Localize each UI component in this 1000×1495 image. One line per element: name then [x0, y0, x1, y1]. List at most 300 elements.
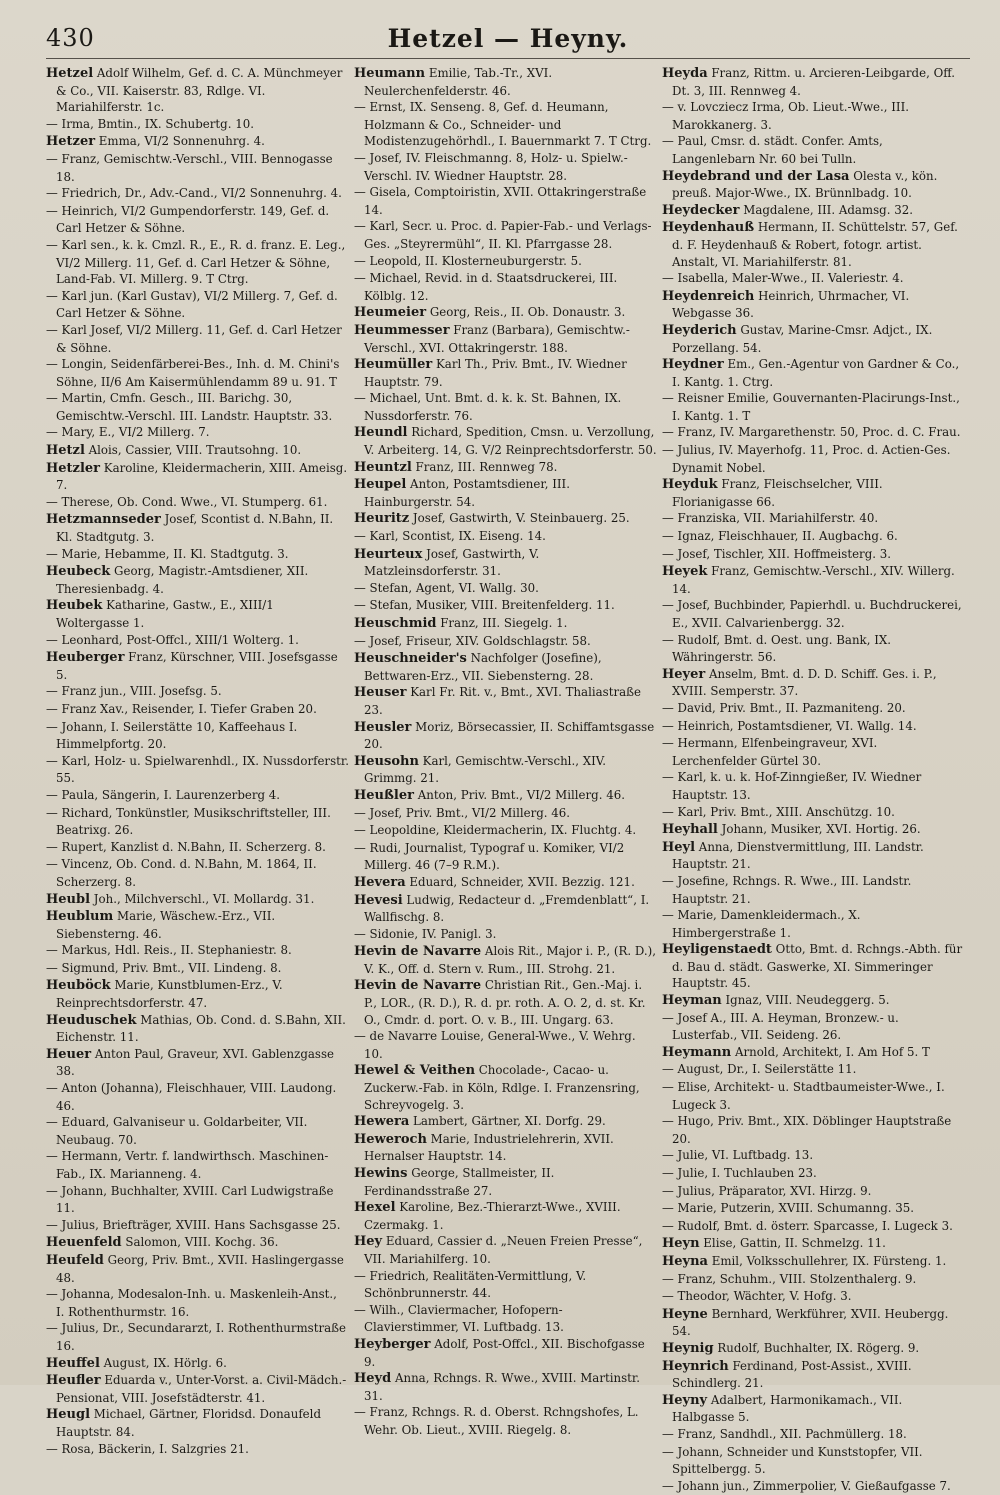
directory-entry: [46, 1148, 349, 1182]
directory-entry: [662, 666, 965, 700]
entry-surname: Heyd: [354, 1371, 392, 1387]
directory-column-3: [662, 65, 965, 1495]
entry-surname: Hexel: [354, 1200, 396, 1216]
directory-entry: [46, 133, 349, 151]
entry-details: — Johann, I. Seilerstätte 10, Kaffeehaus I. Himmelpfortg. 20.: [46, 719, 298, 752]
directory-entry: [662, 1253, 965, 1271]
entry-surname: Heyhall: [662, 822, 718, 838]
entry-surname: Heydenhauß: [662, 220, 755, 236]
directory-entry: [662, 476, 965, 510]
entry-surname: Heubek: [46, 598, 103, 614]
entry-details: Katharine, Gastw., E., XIII/1 Woltergasse 1.: [56, 598, 274, 630]
entry-surname: Heuduschek: [46, 1012, 137, 1028]
entry-details: — Josef, Tischler, XII. Hoffmeisterg. 3.: [662, 546, 892, 561]
entry-details: — Josef, Friseur, XIV. Goldschlagstr. 58.: [354, 633, 591, 648]
directory-entry: [354, 926, 657, 944]
directory-entry: [354, 943, 657, 977]
entry-details: Marie, Wäschew.-Erz., VII. Siebensterng. 46.: [56, 909, 276, 941]
directory-entry: [662, 1340, 965, 1358]
directory-entry: [46, 116, 349, 134]
directory-entry: [354, 650, 657, 684]
entry-details: — Longin, Seidenfärberei-Bes., Inh. d. M. Chini's Söhne, II/6 Am Kaisermühlendamm 89 u. 91. T: [46, 357, 340, 389]
entry-details: — Josef, Priv. Bmt., VI/2 Millerg. 46.: [354, 805, 571, 820]
entry-details: — Leopoldine, Kleidermacherin, IX. Fluchtg. 4.: [354, 823, 637, 838]
directory-entry: [46, 185, 349, 203]
directory-entry: [354, 597, 657, 615]
entry-details: — Stefan, Musiker, VIII. Breitenfelderg. 11.: [354, 598, 615, 613]
entry-details: — Paul, Cmsr. d. städt. Confer. Amts, Langenlebarn Nr. 60 bei Tulln.: [662, 134, 883, 166]
directory-entry: [354, 1370, 657, 1404]
entry-details: — Franz, Schuhm., VIII. Stolzenthalerg. 9.: [662, 1271, 917, 1286]
entry-details: — Michael, Unt. Bmt. d. k. k. St. Bahnen, IX. Nussdorferstr. 76.: [354, 391, 622, 423]
entry-surname: Heyl: [662, 839, 696, 855]
directory-entry: [662, 992, 965, 1010]
directory-entry: [46, 839, 349, 857]
entry-details: — Johann jun., Zimmerpolier, V. Gießaufgasse 7.: [662, 1478, 951, 1493]
directory-entry: [662, 769, 965, 803]
entry-details: — Friedrich, Dr., Adv.-Cand., VI/2 Sonnenuhrg. 4.: [46, 186, 342, 201]
entry-details: — Marie, Putzerin, XVIII. Schumanng. 35.: [662, 1201, 915, 1216]
entry-details: — Rudolf, Bmt. d. Oest. ung. Bank, IX. Währingerstr. 56.: [662, 632, 891, 665]
entry-details: — Franz, Rchngs. R. d. Oberst. Rchngshofes, L. Wehr. Ob. Lieut., XVIII. Riegelg. 8.: [354, 1405, 639, 1437]
entry-details: — Wilh., Claviermacher, Hofopern-Clavierstimmer, VI. Luftbadg. 13.: [354, 1302, 564, 1335]
entry-details: — Ernst, IX. Senseng. 8, Gef. d. Heumann, Holzmann & Co., Schneider- und Modistenzugehörhdl., I. Bauernmarkt 7. T Ctrg.: [354, 100, 652, 149]
entry-surname: Heyligenstaedt: [662, 942, 772, 958]
directory-entry: [662, 1044, 965, 1062]
directory-entry: [46, 442, 349, 460]
entry-details: — Friedrich, Realitäten-Vermittlung, V. Schönbrunnerstr. 44.: [354, 1268, 587, 1301]
directory-entry: [46, 563, 349, 597]
directory-entry: [46, 356, 349, 390]
directory-entry: [354, 1268, 657, 1302]
entry-surname: Heuritz: [354, 511, 410, 527]
entry-details: — Johann, Schneider und Kunststopfer, VII. Spittelbergg. 5.: [662, 1444, 923, 1477]
entry-details: — Irma, Bmtin., IX. Schubertg. 10.: [46, 116, 254, 131]
entry-surname: Heundl: [354, 425, 408, 441]
entry-details: Josef, Scontist d. N.Bahn, II. Kl. Stadtgutg. 3.: [56, 512, 334, 545]
entry-details: — Theodor, Wächter, V. Hofg. 3.: [662, 1289, 852, 1304]
directory-entry: [46, 1080, 349, 1114]
entry-details: — Heinrich, Postamtsdiener, VI. Wallg. 14.: [662, 718, 917, 733]
entry-surname: Heusohn: [354, 753, 419, 769]
entry-details: — Karl, k. u. k. Hof-Zinngießer, IV. Wiedner Hauptstr. 13.: [662, 770, 922, 802]
directory-entry: [46, 288, 349, 322]
directory-entry: [662, 133, 965, 167]
entry-details: Marie, Kunstblumen-Erz., V. Reinprechtsdorferstr. 47.: [56, 978, 283, 1011]
entry-details: — Vincenz, Ob. Cond. d. N.Bahn, M. 1864, II. Scherzerg. 8.: [46, 857, 317, 889]
directory-entry: [46, 237, 349, 288]
directory-entry: [46, 649, 349, 683]
directory-entry: [662, 1444, 965, 1478]
directory-entry: [662, 1183, 965, 1201]
entry-details: Franz, III. Rennweg 78.: [411, 459, 558, 474]
directory-entry: [354, 977, 657, 1028]
entry-surname: Hevesi: [354, 892, 403, 908]
directory-entry: [662, 219, 965, 270]
entry-details: Georg, Reis., II. Ob. Donaustr. 3.: [426, 305, 626, 320]
directory-entry: [354, 459, 657, 477]
directory-entry: [662, 1079, 965, 1113]
entry-details: Arnold, Architekt, I. Am Hof 5. T: [731, 1044, 930, 1059]
directory-entry: [46, 1217, 349, 1235]
entry-surname: Heyna: [662, 1253, 708, 1269]
directory-entry: [46, 891, 349, 909]
entry-details: Ludwig, Redacteur d. „Fremdenblatt“, I. Wallfischg. 8.: [364, 892, 650, 925]
directory-entry: [354, 1062, 657, 1113]
directory-column-2: [354, 65, 657, 1495]
entry-details: — Karl sen., k. k. Cmzl. R., E., R. d. franz. E. Leg., VI/2 Millerg. 11, Gef. d. Carl Hetzer & Söhne, Land-Fab. VI. Millerg. 9. T Ctrg.: [46, 237, 346, 287]
entry-details: — Karl, Secr. u. Proc. d. Papier-Fab.- und Verlags-Ges. „Steyrermühl“, II. Kl. Pfarrgasse 28.: [354, 219, 652, 251]
entry-details: — Anton (Johanna), Fleischhauer, VIII. Laudong. 46.: [46, 1081, 337, 1113]
entry-surname: Hevera: [354, 874, 406, 890]
directory-entry: [354, 1233, 657, 1267]
entry-details: Emil, Volksschullehrer, IX. Fürsteng. 1.: [707, 1253, 947, 1268]
entry-details: — Hermann, Vertr. f. landwirthsch. Maschinen-Fab., IX. Marianneng. 4.: [46, 1149, 329, 1181]
directory-entry: [46, 753, 349, 787]
directory-entry: [46, 1406, 349, 1440]
directory-entry: [662, 424, 965, 442]
directory-entry: [354, 684, 657, 718]
entry-surname: Heubl: [46, 891, 91, 907]
entry-details: — Karl, Priv. Bmt., XIII. Anschützg. 10.: [662, 804, 895, 819]
directory-entry: [354, 1028, 657, 1062]
entry-surname: Hetzl: [46, 443, 85, 459]
directory-entry: [662, 1061, 965, 1079]
entry-surname: Heyer: [662, 666, 706, 682]
directory-column-1: [46, 65, 349, 1495]
directory-entry: [46, 1320, 349, 1354]
directory-entry: [662, 202, 965, 220]
entry-details: — Therese, Ob. Cond. Wwe., VI. Stumperg. 61.: [46, 494, 328, 509]
directory-entry: [662, 700, 965, 718]
entry-details: — Michael, Revid. in d. Staatsdruckerei, III. Kölblg. 12.: [354, 271, 618, 303]
entry-details: Nachfolger (Josefine), Bettwaren-Erz., VII. Siebensterng. 28.: [364, 651, 602, 683]
entry-details: — Franz jun., VIII. Josefsg. 5.: [46, 684, 222, 699]
entry-details: — Franz, IV. Margarethenstr. 50, Proc. d. C. Frau.: [662, 425, 961, 440]
directory-entry: [662, 1478, 965, 1495]
entry-surname: Hewera: [354, 1114, 410, 1130]
directory-entry: [662, 288, 965, 322]
entry-details: — Rosa, Bäckerin, I. Salzgries 21.: [46, 1441, 249, 1456]
directory-entry: [46, 1234, 349, 1252]
entry-details: — Isabella, Maler-Wwe., II. Valeriestr. 4.: [662, 271, 904, 286]
entry-surname: Heurteux: [354, 546, 423, 562]
directory-entry: [354, 580, 657, 598]
directory-entry: [354, 476, 657, 510]
entry-details: August, IX. Hörlg. 6.: [99, 1355, 227, 1370]
entry-details: Lambert, Gärtner, XI. Dorfg. 29.: [409, 1114, 606, 1129]
directory-entry: [354, 892, 657, 926]
running-title: Hetzel — Heyny.: [387, 24, 629, 53]
directory-entry: [354, 1302, 657, 1336]
directory-entry: [46, 203, 349, 237]
entry-details: Em., Gen.-Agentur von Gardner & Co., I. Kantg. 1. Ctrg.: [672, 357, 960, 389]
entry-surname: Heusler: [354, 719, 412, 735]
directory-entry: [662, 597, 965, 631]
entry-details: Karl Th., Priv. Bmt., IV. Wiedner Hauptstr. 79.: [364, 357, 627, 389]
directory-entry: [662, 839, 965, 873]
entry-details: Adolf Wilhelm, Gef. d. C. A. Münchmeyer & Co., VII. Kaiserstr. 83, Rdlge. VI. Mariahilferstr. 1c.: [56, 66, 343, 115]
entry-details: — Josef, Buchbinder, Papierhdl. u. Buchdruckerei, E., XVII. Calvarienbergg. 32.: [662, 598, 962, 630]
entry-details: Anton, Priv. Bmt., VI/2 Millerg. 46.: [413, 787, 625, 802]
directory-entry: [46, 805, 349, 839]
entry-surname: Heupel: [354, 477, 407, 493]
directory-entry: [46, 683, 349, 701]
entry-details: — Stefan, Agent, VI. Wallg. 30.: [354, 580, 539, 595]
entry-details: — Franz Xav., Reisender, I. Tiefer Graben 20.: [46, 701, 317, 716]
entry-details: Josef, Gastwirth, V. Matzleinsdorferstr. 31.: [364, 546, 540, 579]
directory-entry: [662, 1218, 965, 1236]
directory-entry: [46, 1355, 349, 1373]
directory-entry: [46, 1441, 349, 1459]
directory-entry: [354, 322, 657, 356]
directory-entry: [662, 1165, 965, 1183]
entry-details: Adalbert, Harmonikamach., VII. Halbgasse 5.: [672, 1392, 903, 1425]
directory-entry: [46, 960, 349, 978]
directory-entry: [662, 718, 965, 736]
directory-entry: [354, 787, 657, 805]
entry-details: — Leopold, II. Klosterneuburgerstr. 5.: [354, 253, 582, 268]
entry-surname: Heydebrand und der Lasa: [662, 168, 850, 184]
entry-surname: Heuntzl: [354, 459, 412, 475]
directory-entry: [662, 270, 965, 288]
directory-entry: [46, 494, 349, 512]
entry-details: — Josef A., III. A. Heyman, Bronzew.- u. Lusterfab., VII. Seideng. 26.: [662, 1010, 899, 1043]
directory-entry: [662, 735, 965, 769]
entry-details: Chocolade-, Cacao- u. Zuckerw.-Fab. in Köln, Rdlge. I. Franzensring, Schreyvogelg. 3.: [364, 1063, 640, 1112]
entry-details: Moriz, Börsecassier, II. Schiffamtsgasse 20.: [364, 719, 655, 752]
directory-entry: [354, 150, 657, 184]
entry-details: Joh., Milchverschl., VI. Mollardg. 31.: [90, 891, 315, 906]
entry-surname: Heydner: [662, 357, 724, 373]
directory-entry: [46, 1286, 349, 1320]
directory-entry: [354, 874, 657, 892]
entry-details: Marie, Industrielehrerin, XVII. Hernalser Hauptstr. 14.: [364, 1131, 614, 1164]
directory-entry: [662, 1010, 965, 1044]
entry-details: — Sidonie, IV. Panigl. 3.: [354, 926, 497, 941]
directory-entry: [662, 65, 965, 99]
entry-details: Karl Fr. Rit. v., Bmt., XVI. Thaliastraße 23.: [364, 685, 641, 717]
entry-surname: Heubeck: [46, 564, 111, 580]
entry-details: Josef, Gastwirth, V. Steinbauerg. 25.: [409, 511, 630, 526]
entry-details: — Eduard, Galvaniseur u. Goldarbeiter, VII. Neubaug. 70.: [46, 1115, 308, 1147]
entry-details: — Ignaz, Fleischhauer, II. Augbachg. 6.: [662, 529, 898, 544]
entry-details: Anton Paul, Graveur, XVI. Gablenzgasse 38.: [56, 1046, 335, 1079]
entry-details: — Reisner Emilie, Gouvernanten-Placirungs-Inst., I. Kantg. 1. T: [662, 391, 960, 423]
entry-details: — David, Priv. Bmt., II. Pazmaniteng. 20.: [662, 700, 906, 715]
entry-surname: Heweroch: [354, 1131, 427, 1147]
directory-entry: [46, 787, 349, 805]
entry-surname: Heyny: [662, 1392, 708, 1408]
directory-entry: [662, 390, 965, 424]
entry-details: — Karl, Holz- u. Spielwarenhdl., IX. Nussdorferstr. 55.: [46, 753, 349, 786]
directory-entry: [662, 907, 965, 941]
entry-details: Emma, VI/2 Sonnenuhrg. 4.: [95, 134, 265, 149]
entry-surname: Heuberger: [46, 650, 125, 666]
entry-surname: Heußler: [354, 787, 414, 803]
entry-details: — Heinrich, VI/2 Gumpendorferstr. 149, Gef. d. Carl Hetzer & Söhne.: [46, 203, 330, 236]
directory-entry: [354, 390, 657, 424]
entry-details: — Franz, Sandhdl., XII. Pachmüllerg. 18.: [662, 1426, 907, 1441]
entry-surname: Heuffel: [46, 1355, 100, 1371]
entry-details: Mathias, Ob. Cond. d. S.Bahn, XII. Eichenstr. 11.: [56, 1012, 346, 1045]
entry-details: — Leonhard, Post-Offcl., XIII/1 Wolterg. 1.: [46, 632, 299, 647]
directory-entry: [354, 1199, 657, 1233]
entry-details: Gustav, Marine-Cmsr. Adjct., IX. Porzellang. 54.: [672, 322, 933, 355]
entry-details: Karoline, Kleidermacherin, XIII. Ameisg. 7.: [56, 460, 348, 493]
entry-surname: Hey: [354, 1234, 383, 1250]
entry-details: Franz, Gemischtw.-Verschl., XIV. Willerg. 14.: [672, 564, 955, 596]
directory-entry: [354, 1165, 657, 1199]
entry-details: Alois Rit., Major i. P., (R. D.), V. K., Off. d. Stern v. Rum., III. Strohg. 21.: [364, 944, 656, 976]
directory-entry: [662, 322, 965, 356]
directory-entry: [46, 856, 349, 890]
entry-surname: Heyderich: [662, 322, 737, 338]
entry-surname: Heyduk: [662, 477, 718, 493]
entry-details: Anselm, Bmt. d. D. D. Schiff. Ges. i. P., XVIII. Semperstr. 37.: [672, 666, 937, 699]
entry-details: Franz, Kürschner, VIII. Josefsgasse 5.: [56, 650, 338, 682]
directory-entry: [662, 168, 965, 202]
directory-entry: [46, 597, 349, 631]
entry-details: Alois, Cassier, VIII. Trautsohng. 10.: [84, 443, 302, 458]
entry-details: Franz, Rittm. u. Arcieren-Leibgarde, Off. Dt. 3, III. Rennweg 4.: [672, 66, 955, 98]
directory-entry: [662, 873, 965, 907]
entry-surname: Heyberger: [354, 1336, 431, 1352]
entry-surname: Hetzmannseder: [46, 512, 161, 528]
entry-details: Franz (Barbara), Gemischtw.-Verschl., XVI. Ottakringerstr. 188.: [364, 322, 630, 355]
directory-entry: [46, 632, 349, 650]
entry-details: — Franziska, VII. Mariahilferstr. 40.: [662, 511, 879, 526]
entry-details: Christian Rit., Gen.-Maj. i. P., LOR., (R. D.), R. d. pr. roth. A. O. 2, d. st. Kr. O., Cmdr. d. port. O. v. B., III. Ungarg. 63.: [364, 978, 646, 1027]
entry-surname: Heuschmid: [354, 616, 437, 631]
directory-entry: [662, 821, 965, 839]
directory-entry: [46, 942, 349, 960]
directory-entry: [46, 701, 349, 719]
directory-entry: [662, 1392, 965, 1426]
entry-details: Eduard, Schneider, XVII. Bezzig. 121.: [405, 874, 635, 889]
directory-entry: [354, 65, 657, 99]
entry-details: — Mary, E., VI/2 Millerg. 7.: [46, 425, 210, 440]
directory-entry: [354, 1131, 657, 1165]
entry-details: — Sigmund, Priv. Bmt., VII. Lindeng. 8.: [46, 960, 282, 975]
entry-details: Johann, Musiker, XVI. Hortig. 26.: [717, 822, 921, 837]
entry-details: Magdalene, III. Adamsg. 32.: [739, 202, 913, 217]
directory-entry: [662, 528, 965, 546]
entry-details: — Rudi, Journalist, Typograf u. Komiker, VI/2 Millerg. 46 (7–9 R.M.).: [354, 840, 625, 873]
directory-entry: [662, 804, 965, 822]
directory-entry: [354, 510, 657, 528]
entry-details: Anton, Postamtsdiener, III. Hainburgerstr. 54.: [364, 477, 570, 509]
entry-details: Michael, Gärtner, Floridsd. Donaufeld Hauptstr. 84.: [56, 1407, 321, 1439]
entry-surname: Heuser: [354, 685, 407, 701]
page-number: 430: [46, 24, 95, 52]
directory-entry: [662, 442, 965, 476]
entry-surname: Heumeier: [354, 305, 427, 321]
directory-entry: [354, 615, 657, 633]
entry-details: — Rupert, Kanzlist d. N.Bahn, II. Scherzerg. 8.: [46, 839, 326, 854]
entry-surname: Heuböck: [46, 978, 111, 994]
entry-details: — Julius, Präparator, XVI. Hirzg. 9.: [662, 1183, 872, 1198]
entry-details: Franz, Fleischselcher, VIII. Florianigasse 66.: [672, 477, 883, 509]
entry-details: Salomon, VIII. Kochg. 36.: [121, 1235, 279, 1250]
directory-entry: [662, 1200, 965, 1218]
entry-details: Ferdinand, Post-Assist., XVIII. Schindlerg. 21.: [672, 1358, 912, 1391]
entry-details: Hermann, II. Schüttelstr. 57, Gef. d. F. Heydenhauß & Robert, fotogr. artist. Anstalt, VI. Mariahilferstr. 81.: [672, 220, 958, 269]
directory-entry: [354, 1336, 657, 1370]
directory-entry: [662, 1358, 965, 1392]
directory-entry: [354, 356, 657, 390]
entry-details: George, Stallmeister, II. Ferdinandsstraße 27.: [364, 1166, 555, 1198]
entry-details: — Josefine, Rchngs. R. Wwe., III. Landstr. Hauptstr. 21.: [662, 873, 912, 906]
entry-details: Otto, Bmt. d. Rchngs.-Abth. für d. Bau d. städt. Gaswerke, XI. Simmeringer Hauptstr. 45.: [672, 942, 963, 991]
entry-details: — Johann, Buchhalter, XVIII. Carl Ludwigstraße 11.: [46, 1183, 334, 1216]
entry-details: Emilie, Tab.-Tr., XVI. Neulerchenfelderstr. 46.: [364, 66, 553, 98]
entry-surname: Heufeld: [46, 1252, 104, 1268]
directory-entry: [46, 1252, 349, 1286]
entry-details: Anna, Rchngs. R. Wwe., XVIII. Martinstr. 31.: [364, 1371, 640, 1403]
entry-surname: Heuenfeld: [46, 1235, 122, 1251]
directory-entry: [662, 1426, 965, 1444]
directory-entry: [354, 822, 657, 840]
directory-entry: [46, 977, 349, 1011]
entry-details: — Karl, Scontist, IX. Eiseng. 14.: [354, 529, 546, 544]
entry-details: — Julie, I. Tuchlauben 23.: [662, 1166, 817, 1180]
entry-details: — Julius, Dr., Secundararzt, I. Rothenthurmstraße 16.: [46, 1321, 346, 1353]
entry-details: Karoline, Bez.-Thierarzt-Wwe., XVIII. Czermakg. 1.: [364, 1200, 621, 1232]
directory-entry: [354, 270, 657, 304]
entry-surname: Hetzler: [46, 460, 100, 476]
directory-entry: [46, 719, 349, 753]
entry-surname: Heufler: [46, 1373, 101, 1389]
entry-details: — Richard, Tonkünstler, Musikschriftsteller, III. Beatrixg. 26.: [46, 805, 331, 838]
directory-entry: [46, 908, 349, 942]
entry-details: Ignaz, VIII. Neudeggerg. 5.: [721, 993, 890, 1008]
entry-details: — de Navarre Louise, General-Wwe., V. Wehrg. 10.: [354, 1029, 636, 1061]
entry-surname: Heymann: [662, 1044, 732, 1060]
directory-entry: [662, 356, 965, 390]
directory-entry: [662, 1235, 965, 1253]
entry-details: — Martin, Cmfn. Gesch., III. Barichg. 30, Gemischtw.-Verschl. III. Landstr. Hauptstr. 33.: [46, 391, 333, 423]
entry-surname: Heublum: [46, 909, 114, 925]
entry-surname: Heuer: [46, 1046, 92, 1062]
entry-surname: Heyne: [662, 1306, 708, 1322]
page-header: [46, 22, 970, 59]
directory-entry: [354, 99, 657, 150]
directory-entry: [662, 1271, 965, 1289]
directory-entry: [662, 632, 965, 666]
entry-details: Georg, Priv. Bmt., XVII. Haslingergasse 48.: [56, 1252, 344, 1285]
entry-surname: Hevin de Navarre: [354, 944, 482, 960]
entry-details: Anna, Dienstvermittlung, III. Landstr. Hauptstr. 21.: [672, 839, 924, 872]
directory-entry: [46, 151, 349, 185]
directory-entry: [46, 390, 349, 424]
entry-details: — Elise, Architekt- u. Stadtbaumeister-Wwe., I. Lugeck 3.: [662, 1080, 945, 1112]
entry-details: Elise, Gattin, II. Schmelzg. 11.: [699, 1236, 886, 1251]
directory-entry: [662, 1147, 965, 1165]
directory-entry: [46, 1012, 349, 1046]
directory-entry: [46, 546, 349, 564]
directory-entry: [354, 424, 657, 458]
entry-details: Adolf, Post-Offcl., XII. Bischofgasse 9.: [364, 1336, 645, 1369]
directory-entry: [46, 1114, 349, 1148]
directory-entry: [662, 1113, 965, 1147]
entry-surname: Heyman: [662, 993, 722, 1009]
directory-columns: [46, 65, 970, 1495]
entry-surname: Heydenreich: [662, 288, 755, 304]
directory-entry: [354, 1404, 657, 1438]
entry-details: Eduard, Cassier d. „Neuen Freien Presse“, VII. Mariahilferg. 10.: [364, 1234, 643, 1266]
entry-details: — Hermann, Elfenbeingraveur, XVI. Lerchenfelder Gürtel 30.: [662, 736, 878, 768]
